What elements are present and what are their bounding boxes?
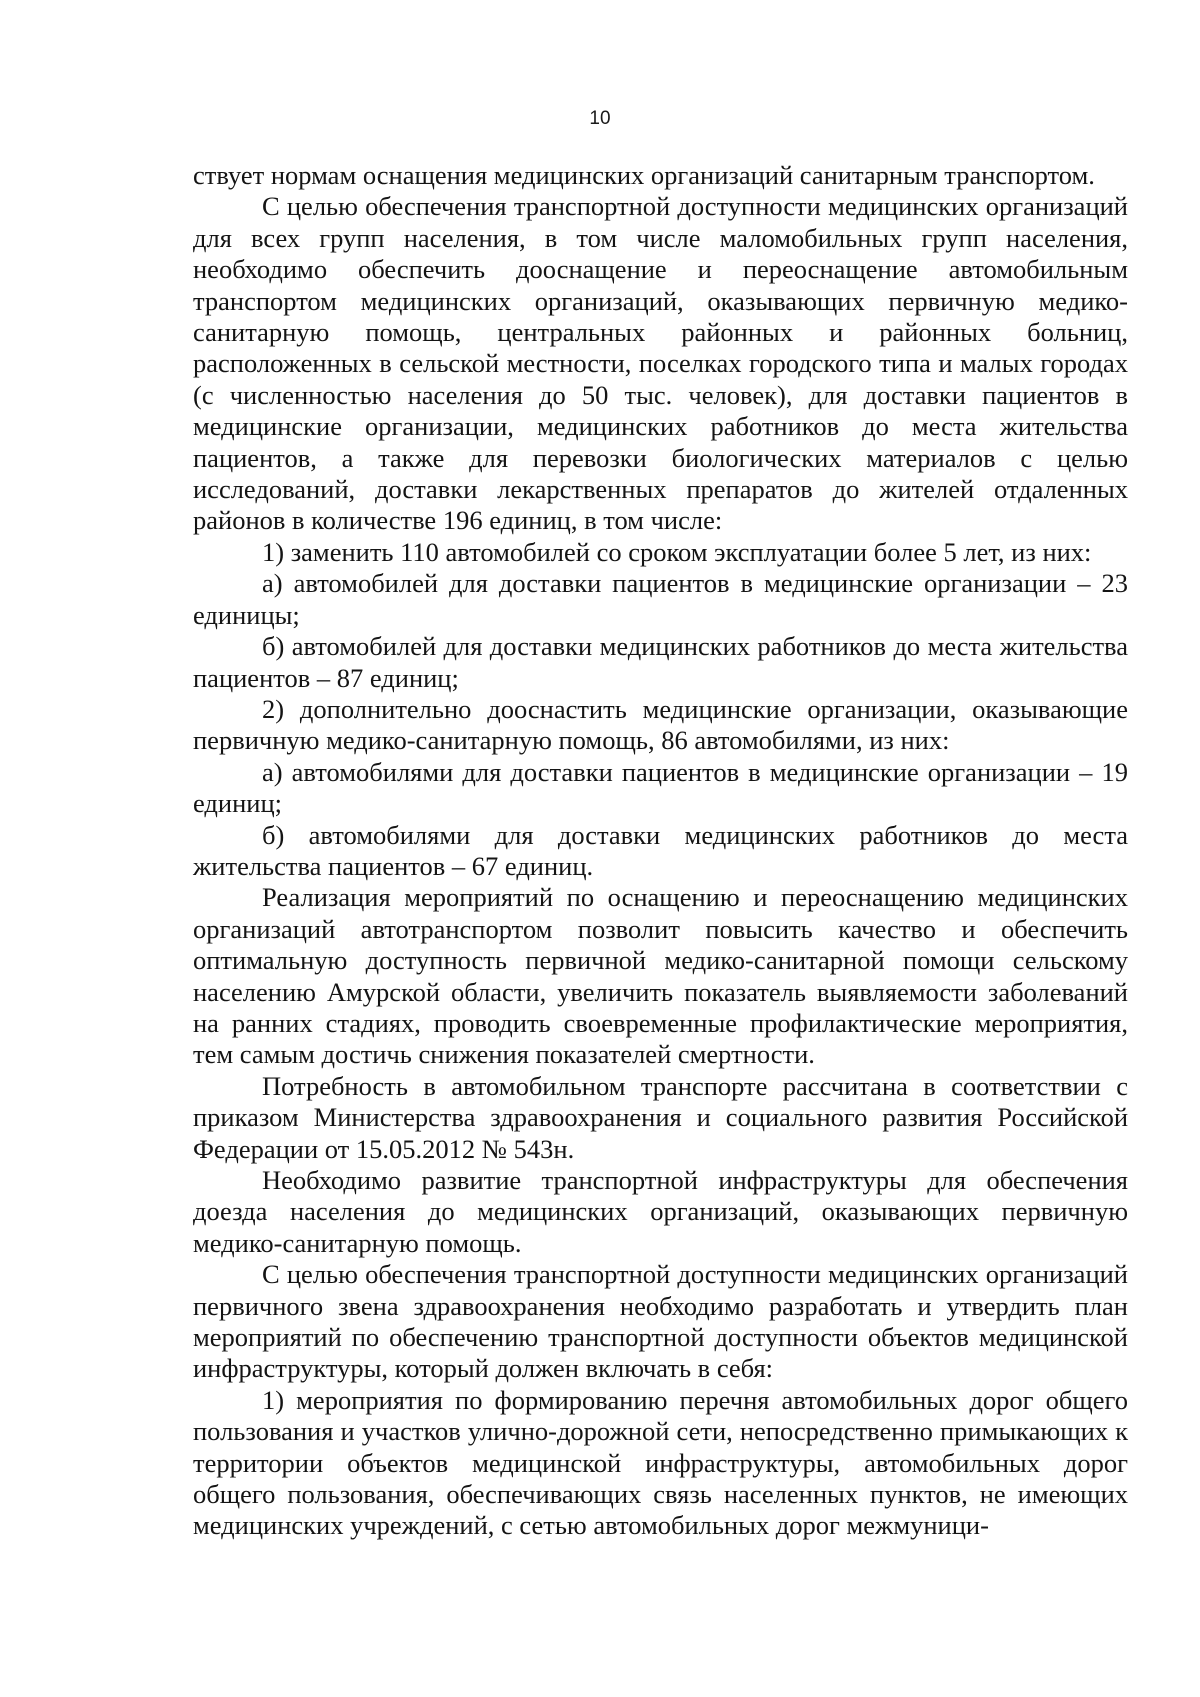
list-subitem: а) автомобилями для доставки пациентов в медицинские организации – 19 единиц; [193, 756, 1128, 819]
list-subitem: б) автомобилями для доставки медицинских работников до места жительства пациентов – 67 единиц. [193, 819, 1128, 881]
list-subitem: б) автомобилей для доставки медицинских работников до места жительства пациентов – 87 единиц; [193, 631, 1128, 693]
list-item: 1) заменить 110 автомобилей со сроком эксплуатации более 5 лет, из них: [262, 536, 1092, 567]
paragraph: Реализация мероприятий по оснащению и переоснащению медицинских организаций автотранспортом позволит повысить качество и обеспечить оптимальную доступность первичной медико-санитарной помощи сельскому населению Амурской области, увеличить показатель выявляемости заболеваний на ранних стадиях, проводить своевременные профилактические мероприятия, тем самым достичь снижения показателей смертности. [193, 882, 1128, 1070]
paragraph: С целью обеспечения транспортной доступности медицинских организаций для всех групп населения, в том числе маломобильных групп населения, необходимо обеспечить дооснащение и переоснащение автомобильным транспортом медицинских организаций, оказывающих первичную медико-санитарную помощь, центральных районных и районных больниц, расположенных в сельской местности, поселках городского типа и малых городах (с численностью населения до 50 тыс. человек), для доставки пациентов в медицинские организации, медицинских работников до места жительства пациентов, а также для перевозки биологических материалов с целью исследований, доставки лекарственных препаратов до жителей отдаленных районов в количестве 196 единиц, в том числе: [193, 191, 1128, 536]
list-item: 1) мероприятия по формированию перечня автомобильных дорог общего пользования и участков улично-дорожной сети, непосредственно примыкающих к территории объектов медицинской инфраструктуры, автомобильных дорог общего пользования, обеспечивающих связь населенных пунктов, не имеющих медицинских учреждений, с сетью автомобильных дорог межмуници- [193, 1384, 1128, 1541]
paragraph: С целью обеспечения транспортной доступности медицинских организаций первичного звена здравоохранения необходимо разработать и утвердить план мероприятий по обеспечению транспортной доступности объектов медицинской инфраструктуры, который должен включать в себя: [193, 1259, 1128, 1384]
list-item: 2) дополнительно дооснастить медицинские организации, оказывающие первичную медико-санитарную помощь, 86 автомобилями, из них: [193, 693, 1128, 756]
paragraph: Потребность в автомобильном транспорте рассчитана в соответствии с приказом Министерства здравоохранения и социального развития Российской Федерации от 15.05.2012 № 543н. [193, 1070, 1128, 1164]
list-subitem: а) автомобилей для доставки пациентов в медицинские организации – 23 единицы; [193, 568, 1128, 630]
page-number: 10 [589, 108, 611, 129]
paragraph: Необходимо развитие транспортной инфраструктуры для обеспечения доезда населения до медицинских организаций, оказывающих первичную медико-санитарную помощь. [193, 1165, 1128, 1258]
document-body [193, 160, 1128, 1542]
paragraph-continuation: ствует нормам оснащения медицинских организаций санитарным транспортом. [193, 160, 1095, 190]
